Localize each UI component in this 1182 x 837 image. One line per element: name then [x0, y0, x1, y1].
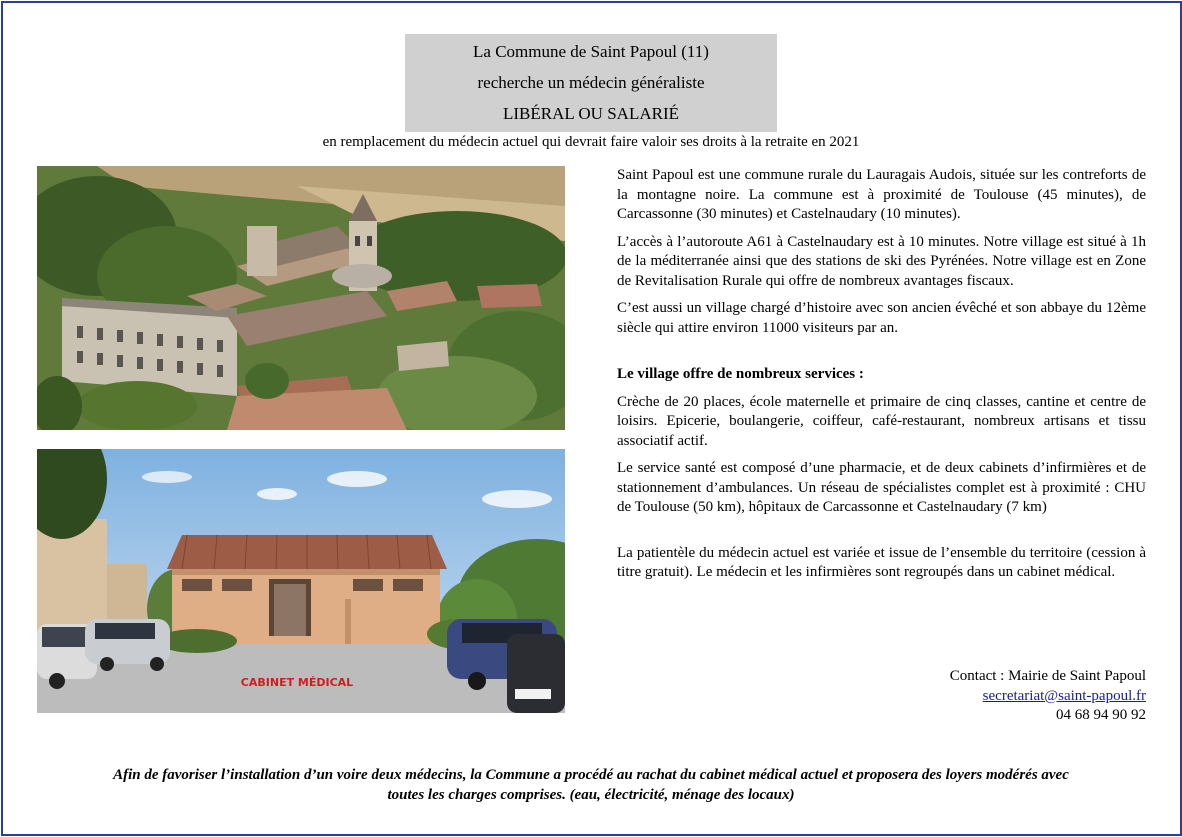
paragraph-intro: Saint Papoul est une commune rurale du Lauragais Audois, située sur les contreforts de la montagne noire. La commune est à proximité de Toulouse (45 minutes), de Carcassonne (30 minutes) et Castelnaudary (10 minutes).	[617, 167, 1146, 222]
contact-label: Contact : Mairie de Saint Papoul	[949, 668, 1146, 684]
title-line-commune: La Commune de Saint Papoul (11)	[473, 42, 709, 61]
paragraph-history: C’est aussi un village chargé d’histoire avec son ancien évêché et son abbaye du 12ème siècle qui attire environ 11000 visiteurs par an.	[617, 300, 1146, 336]
footer-line-2: toutes les charges comprises. (eau, électricité, ménage des locaux)	[387, 787, 795, 803]
abbey-aerial-photo	[37, 166, 565, 430]
contact-block	[950, 667, 1146, 726]
subtitle: en remplacement du médecin actuel qui devrait faire valoir ses droits à la retraite en 2021	[322, 134, 860, 150]
services-heading: Le village offre de nombreux services :	[617, 366, 864, 382]
cabinet-medical-label: CABINET MÉDICAL	[240, 676, 354, 689]
footer-note	[40, 765, 1142, 805]
description-column	[617, 166, 1146, 591]
contact-email-link[interactable]: secretariat@saint-papoul.fr	[982, 687, 1146, 704]
paragraph-services: Crèche de 20 places, école maternelle et primaire de cinq classes, cantine et centre de loisirs. Epicerie, boulangerie, coiffeur, café-restaurant, nombreux artisans et tissu associatif actif.	[617, 393, 1146, 449]
medical-cabinet-photo	[37, 449, 565, 713]
contact-phone: 04 68 94 90 92	[1056, 707, 1146, 723]
footer-line-1: Afin de favoriser l’installation d’un voire deux médecins, la Commune a procédé au rachat du cabinet médical actuel et proposera des loyers modérés avec	[113, 767, 1069, 783]
paragraph-health: Le service santé est composé d’une pharmacie, et de deux cabinets d’infirmières et de stationnement d’ambulances. Un réseau de spécialistes complet est à proximité : CHU de Toulouse (50 km), hôpitaux de Carcassonne et Castelnaudary (7 km)	[617, 460, 1146, 515]
title-line-status: LIBÉRAL OU SALARIÉ	[503, 104, 679, 123]
paragraph-patients: La patientèle du médecin actuel est variée et issue de l’ensemble du territoire (cession à titre gratuit). Le médecin et les infirmières sont regroupés dans un cabinet médical.	[617, 544, 1146, 580]
paragraph-access: L’accès à l’autoroute A61 à Castelnaudary est à 10 minutes. Notre village est situé à 1h de la méditerranée ainsi que des stations de ski des Pyrénées. Notre village est en Zone de Revitalisation Rurale qui offre de nombreux avantages fiscaux.	[617, 233, 1146, 289]
title-line-search: recherche un médecin généraliste	[477, 73, 705, 92]
title-box	[405, 34, 777, 132]
